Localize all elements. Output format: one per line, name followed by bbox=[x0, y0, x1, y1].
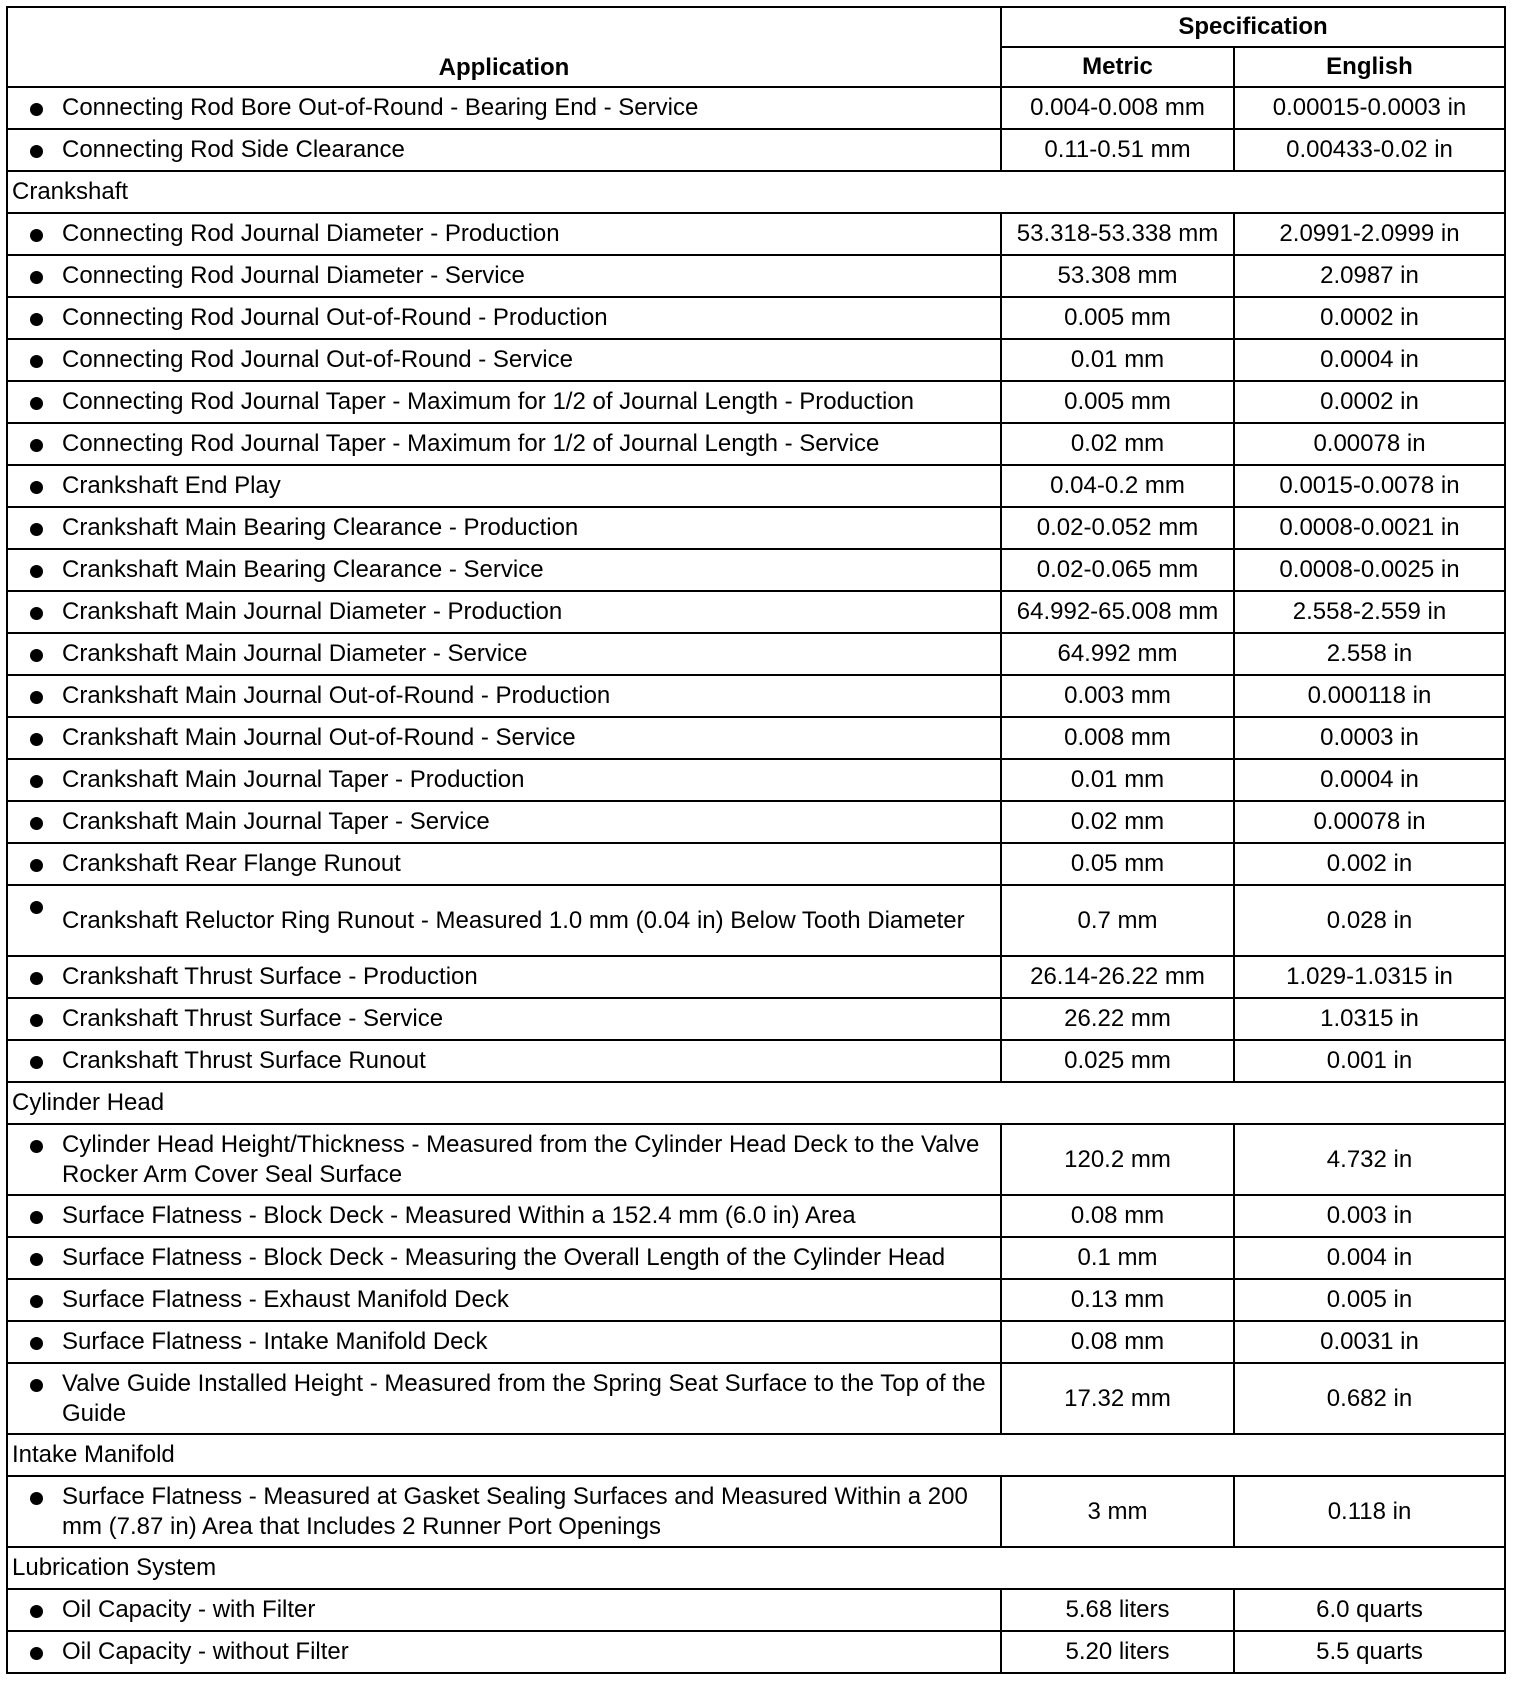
application-cell bbox=[7, 87, 1001, 129]
table-row bbox=[7, 549, 1505, 591]
english-value: 0.00015-0.0003 in bbox=[1234, 87, 1505, 129]
bullet-icon bbox=[30, 972, 43, 985]
application-cell bbox=[7, 1124, 1001, 1195]
application-label: Crankshaft Main Bearing Clearance - Production bbox=[62, 514, 579, 541]
bullet-icon bbox=[30, 1605, 43, 1618]
bullet-icon bbox=[30, 859, 43, 872]
application-cell bbox=[7, 465, 1001, 507]
application-cell bbox=[7, 1195, 1001, 1237]
bullet-icon bbox=[30, 313, 43, 326]
metric-value: 0.02-0.052 mm bbox=[1001, 507, 1234, 549]
table-row bbox=[7, 213, 1505, 255]
metric-value: 3 mm bbox=[1001, 1476, 1234, 1547]
application-label: Crankshaft Rear Flange Runout bbox=[62, 850, 401, 877]
metric-value: 64.992 mm bbox=[1001, 633, 1234, 675]
table-row bbox=[7, 255, 1505, 297]
bullet-icon bbox=[30, 523, 43, 536]
header-english: English bbox=[1234, 47, 1505, 87]
application-label: Surface Flatness - Exhaust Manifold Deck bbox=[62, 1286, 509, 1313]
application-label: Crankshaft End Play bbox=[62, 472, 281, 499]
metric-value: 5.20 liters bbox=[1001, 1631, 1234, 1673]
table-row bbox=[7, 1589, 1505, 1631]
metric-value: 17.32 mm bbox=[1001, 1363, 1234, 1434]
table-row bbox=[7, 1040, 1505, 1082]
english-value: 2.558 in bbox=[1234, 633, 1505, 675]
english-value: 2.0991-2.0999 in bbox=[1234, 213, 1505, 255]
table-row bbox=[7, 297, 1505, 339]
header-specification: Specification bbox=[1001, 7, 1505, 47]
metric-value: 0.003 mm bbox=[1001, 675, 1234, 717]
section-title: Lubrication System bbox=[7, 1547, 1505, 1589]
english-value: 1.029-1.0315 in bbox=[1234, 956, 1505, 998]
bullet-icon bbox=[30, 1492, 43, 1505]
table-row bbox=[7, 87, 1505, 129]
section-title: Cylinder Head bbox=[7, 1082, 1505, 1124]
metric-value: 0.02 mm bbox=[1001, 423, 1234, 465]
metric-value: 0.025 mm bbox=[1001, 1040, 1234, 1082]
table-row bbox=[7, 339, 1505, 381]
table-row bbox=[7, 465, 1505, 507]
english-value: 0.028 in bbox=[1234, 885, 1505, 956]
table-row bbox=[7, 423, 1505, 465]
metric-value: 64.992-65.008 mm bbox=[1001, 591, 1234, 633]
application-cell bbox=[7, 1589, 1001, 1631]
application-label: Oil Capacity - with Filter bbox=[62, 1596, 316, 1623]
application-label: Crankshaft Thrust Surface - Service bbox=[62, 1005, 444, 1032]
bullet-icon bbox=[30, 1140, 43, 1153]
application-cell bbox=[7, 1237, 1001, 1279]
metric-value: 0.01 mm bbox=[1001, 759, 1234, 801]
bullet-icon bbox=[30, 481, 43, 494]
application-label: Surface Flatness - Block Deck - Measuring the Overall Length of the Cylinder Head bbox=[62, 1244, 946, 1271]
bullet-icon bbox=[30, 565, 43, 578]
english-value: 0.003 in bbox=[1234, 1195, 1505, 1237]
application-label: Connecting Rod Journal Diameter - Service bbox=[62, 262, 525, 289]
bullet-icon bbox=[30, 1014, 43, 1027]
english-value: 6.0 quarts bbox=[1234, 1589, 1505, 1631]
table-row bbox=[7, 129, 1505, 171]
english-value: 0.0004 in bbox=[1234, 339, 1505, 381]
metric-value: 0.004-0.008 mm bbox=[1001, 87, 1234, 129]
application-cell bbox=[7, 255, 1001, 297]
metric-value: 5.68 liters bbox=[1001, 1589, 1234, 1631]
bullet-icon bbox=[30, 1295, 43, 1308]
application-cell bbox=[7, 1321, 1001, 1363]
application-label: Connecting Rod Journal Out-of-Round - Service bbox=[62, 346, 573, 373]
table-row bbox=[7, 1279, 1505, 1321]
application-cell bbox=[7, 1040, 1001, 1082]
application-cell bbox=[7, 549, 1001, 591]
metric-value: 0.008 mm bbox=[1001, 717, 1234, 759]
application-label: Crankshaft Main Journal Diameter - Service bbox=[62, 640, 528, 667]
english-value: 0.0002 in bbox=[1234, 381, 1505, 423]
application-label: Crankshaft Main Bearing Clearance - Service bbox=[62, 556, 544, 583]
english-value: 0.001 in bbox=[1234, 1040, 1505, 1082]
bullet-icon bbox=[30, 271, 43, 284]
application-cell bbox=[7, 633, 1001, 675]
table-row bbox=[7, 381, 1505, 423]
metric-value: 0.08 mm bbox=[1001, 1195, 1234, 1237]
application-label: Connecting Rod Journal Taper - Maximum for 1/2 of Journal Length - Service bbox=[62, 430, 880, 457]
table-row bbox=[7, 759, 1505, 801]
section-row bbox=[7, 171, 1505, 213]
metric-value: 0.005 mm bbox=[1001, 297, 1234, 339]
application-label: Connecting Rod Bore Out-of-Round - Bearing End - Service bbox=[62, 94, 699, 121]
english-value: 0.00078 in bbox=[1234, 801, 1505, 843]
application-cell bbox=[7, 1363, 1001, 1434]
specification-table bbox=[6, 6, 1506, 1674]
application-label: Crankshaft Main Journal Taper - Production bbox=[62, 766, 525, 793]
english-value: 0.000118 in bbox=[1234, 675, 1505, 717]
metric-value: 0.04-0.2 mm bbox=[1001, 465, 1234, 507]
application-cell bbox=[7, 1631, 1001, 1673]
table-body bbox=[7, 87, 1505, 1673]
metric-value: 0.02 mm bbox=[1001, 801, 1234, 843]
bullet-icon bbox=[30, 649, 43, 662]
section-row bbox=[7, 1547, 1505, 1589]
metric-value: 0.1 mm bbox=[1001, 1237, 1234, 1279]
metric-value: 53.318-53.338 mm bbox=[1001, 213, 1234, 255]
table-row bbox=[7, 801, 1505, 843]
application-cell bbox=[7, 843, 1001, 885]
english-value: 0.0008-0.0021 in bbox=[1234, 507, 1505, 549]
application-cell bbox=[7, 675, 1001, 717]
application-cell bbox=[7, 1279, 1001, 1321]
bullet-icon bbox=[30, 103, 43, 116]
application-cell bbox=[7, 801, 1001, 843]
header-metric: Metric bbox=[1001, 47, 1234, 87]
table-header bbox=[7, 7, 1505, 87]
bullet-icon bbox=[30, 775, 43, 788]
table-row bbox=[7, 1476, 1505, 1547]
bullet-icon bbox=[30, 733, 43, 746]
metric-value: 120.2 mm bbox=[1001, 1124, 1234, 1195]
application-label: Connecting Rod Journal Out-of-Round - Production bbox=[62, 304, 608, 331]
english-value: 2.0987 in bbox=[1234, 255, 1505, 297]
bullet-icon bbox=[30, 1337, 43, 1350]
english-value: 4.732 in bbox=[1234, 1124, 1505, 1195]
application-cell bbox=[7, 885, 1001, 956]
application-label: Cylinder Head Height/Thickness - Measured from the Cylinder Head Deck to the Valve Rocker Arm Cover Seal Surface bbox=[62, 1130, 980, 1188]
bullet-icon bbox=[30, 397, 43, 410]
application-label: Surface Flatness - Measured at Gasket Sealing Surfaces and Measured Within a 200 mm (7.87 in) Area that Includes 2 Runner Port Openings bbox=[62, 1482, 968, 1540]
english-value: 0.0015-0.0078 in bbox=[1234, 465, 1505, 507]
application-label: Crankshaft Main Journal Out-of-Round - Service bbox=[62, 724, 576, 751]
metric-value: 0.005 mm bbox=[1001, 381, 1234, 423]
english-value: 0.0002 in bbox=[1234, 297, 1505, 339]
table-row bbox=[7, 507, 1505, 549]
english-value: 0.0004 in bbox=[1234, 759, 1505, 801]
metric-value: 26.22 mm bbox=[1001, 998, 1234, 1040]
table-row bbox=[7, 1321, 1505, 1363]
table-row bbox=[7, 591, 1505, 633]
application-label: Surface Flatness - Intake Manifold Deck bbox=[62, 1328, 488, 1355]
bullet-icon bbox=[30, 691, 43, 704]
application-cell bbox=[7, 129, 1001, 171]
section-row bbox=[7, 1434, 1505, 1476]
table-row bbox=[7, 843, 1505, 885]
metric-value: 0.01 mm bbox=[1001, 339, 1234, 381]
bullet-icon bbox=[30, 145, 43, 158]
application-cell bbox=[7, 759, 1001, 801]
table-row bbox=[7, 717, 1505, 759]
application-cell bbox=[7, 1476, 1001, 1547]
application-cell bbox=[7, 998, 1001, 1040]
application-label: Crankshaft Thrust Surface - Production bbox=[62, 963, 478, 990]
table-row bbox=[7, 675, 1505, 717]
application-label: Crankshaft Thrust Surface Runout bbox=[62, 1047, 426, 1074]
application-cell bbox=[7, 213, 1001, 255]
application-label: Connecting Rod Journal Taper - Maximum for 1/2 of Journal Length - Production bbox=[62, 388, 915, 415]
english-value: 0.004 in bbox=[1234, 1237, 1505, 1279]
bullet-icon bbox=[30, 1647, 43, 1660]
application-cell bbox=[7, 297, 1001, 339]
section-title: Intake Manifold bbox=[7, 1434, 1505, 1476]
bullet-icon bbox=[30, 817, 43, 830]
application-label: Crankshaft Main Journal Diameter - Production bbox=[62, 598, 563, 625]
application-cell bbox=[7, 339, 1001, 381]
table-row bbox=[7, 1124, 1505, 1195]
bullet-icon bbox=[30, 355, 43, 368]
application-label: Crankshaft Reluctor Ring Runout - Measured 1.0 mm (0.04 in) Below Tooth Diameter bbox=[62, 906, 965, 934]
application-cell bbox=[7, 717, 1001, 759]
application-cell bbox=[7, 956, 1001, 998]
table-row bbox=[7, 885, 1505, 956]
application-label: Oil Capacity - without Filter bbox=[62, 1638, 349, 1665]
bullet-icon bbox=[30, 607, 43, 620]
bullet-icon bbox=[30, 229, 43, 242]
section-row bbox=[7, 1082, 1505, 1124]
table-row bbox=[7, 633, 1505, 675]
english-value: 0.0031 in bbox=[1234, 1321, 1505, 1363]
metric-value: 0.05 mm bbox=[1001, 843, 1234, 885]
english-value: 5.5 quarts bbox=[1234, 1631, 1505, 1673]
table-row bbox=[7, 1195, 1505, 1237]
application-cell bbox=[7, 381, 1001, 423]
bullet-icon bbox=[30, 1211, 43, 1224]
table-row bbox=[7, 1363, 1505, 1434]
header-application: Application bbox=[7, 7, 1001, 87]
english-value: 1.0315 in bbox=[1234, 998, 1505, 1040]
application-label: Connecting Rod Journal Diameter - Production bbox=[62, 220, 560, 247]
metric-value: 53.308 mm bbox=[1001, 255, 1234, 297]
application-cell bbox=[7, 507, 1001, 549]
metric-value: 0.02-0.065 mm bbox=[1001, 549, 1234, 591]
application-label: Crankshaft Main Journal Taper - Service bbox=[62, 808, 490, 835]
english-value: 2.558-2.559 in bbox=[1234, 591, 1505, 633]
application-label: Valve Guide Installed Height - Measured from the Spring Seat Surface to the Top of the Guide bbox=[62, 1369, 986, 1427]
metric-value: 26.14-26.22 mm bbox=[1001, 956, 1234, 998]
application-label: Connecting Rod Side Clearance bbox=[62, 136, 405, 163]
english-value: 0.118 in bbox=[1234, 1476, 1505, 1547]
english-value: 0.682 in bbox=[1234, 1363, 1505, 1434]
english-value: 0.0008-0.0025 in bbox=[1234, 549, 1505, 591]
metric-value: 0.08 mm bbox=[1001, 1321, 1234, 1363]
bullet-icon bbox=[30, 1379, 43, 1392]
bullet-icon bbox=[30, 439, 43, 452]
metric-value: 0.11-0.51 mm bbox=[1001, 129, 1234, 171]
table-row bbox=[7, 956, 1505, 998]
english-value: 0.00433-0.02 in bbox=[1234, 129, 1505, 171]
table-row bbox=[7, 1237, 1505, 1279]
metric-value: 0.7 mm bbox=[1001, 885, 1234, 956]
english-value: 0.002 in bbox=[1234, 843, 1505, 885]
table-row bbox=[7, 998, 1505, 1040]
application-label: Crankshaft Main Journal Out-of-Round - Production bbox=[62, 682, 611, 709]
english-value: 0.0003 in bbox=[1234, 717, 1505, 759]
application-label: Surface Flatness - Block Deck - Measured Within a 152.4 mm (6.0 in) Area bbox=[62, 1202, 856, 1229]
metric-value: 0.13 mm bbox=[1001, 1279, 1234, 1321]
application-cell bbox=[7, 591, 1001, 633]
application-cell bbox=[7, 423, 1001, 465]
section-title: Crankshaft bbox=[7, 171, 1505, 213]
english-value: 0.005 in bbox=[1234, 1279, 1505, 1321]
table-row bbox=[7, 1631, 1505, 1673]
bullet-icon bbox=[30, 1253, 43, 1266]
bullet-icon bbox=[30, 1056, 43, 1069]
bullet-icon bbox=[30, 901, 43, 914]
english-value: 0.00078 in bbox=[1234, 423, 1505, 465]
